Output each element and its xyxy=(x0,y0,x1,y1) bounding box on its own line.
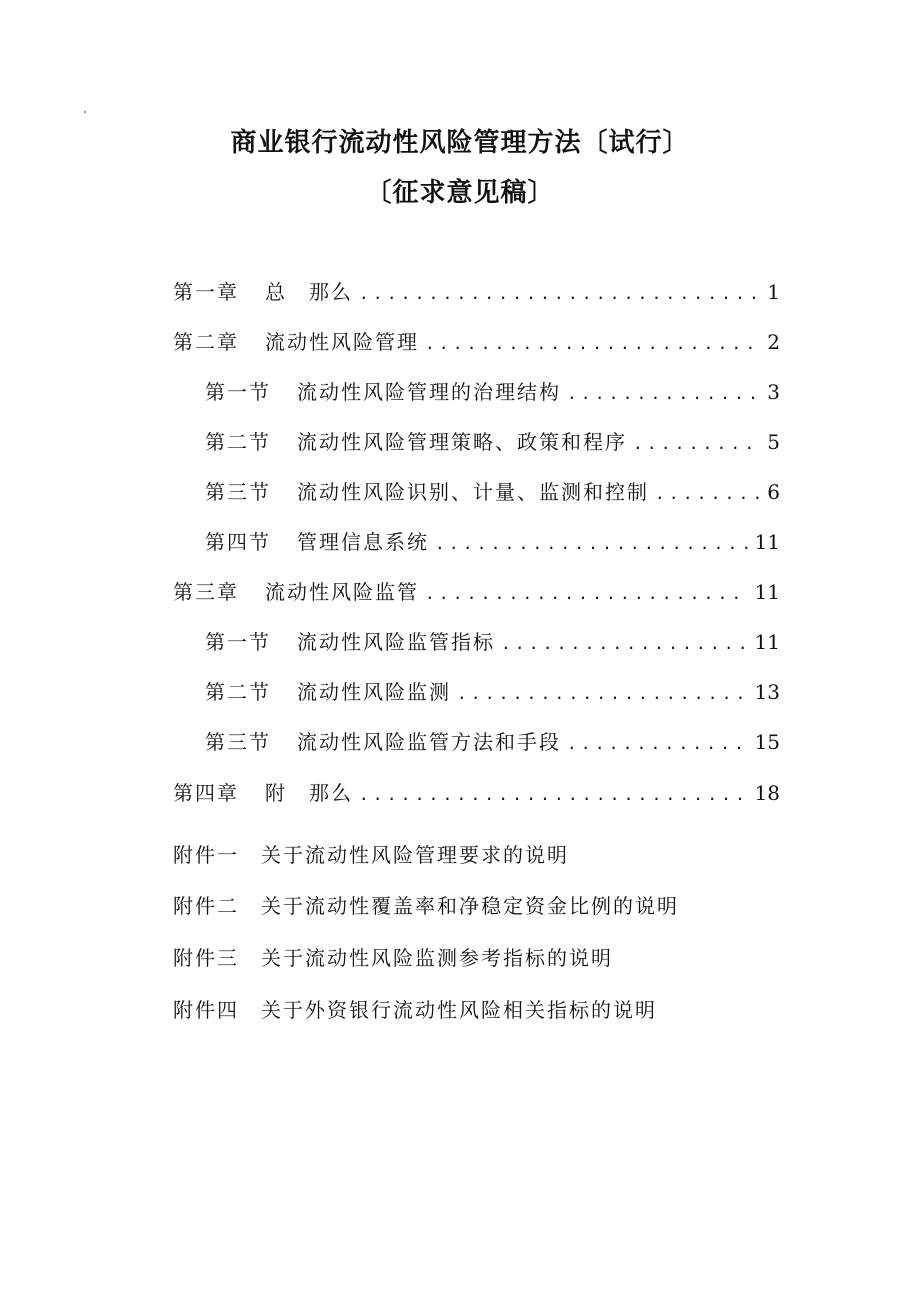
toc-entry-title: 流动性风险监管 xyxy=(265,580,419,604)
toc-entry-chapter-1[interactable] xyxy=(173,278,780,306)
toc-leader-dots xyxy=(435,530,749,558)
toc-entry-number: 第二章 xyxy=(173,330,239,354)
toc-entry-chapter-2[interactable] xyxy=(173,328,780,356)
toc-entry-title: 总 那么 xyxy=(265,280,353,304)
toc-entry-number: 第三节 xyxy=(205,480,271,504)
toc-entry-title: 流动性风险监管方法和手段 xyxy=(297,730,561,754)
toc-entry-page: 5 xyxy=(767,430,780,454)
toc-entry-page: 6 xyxy=(767,480,780,504)
attachment-title: 关于外资银行流动性风险相关指标的说明 xyxy=(261,998,657,1022)
attachment-number: 附件四 xyxy=(173,998,239,1022)
toc-entry-number: 第一章 xyxy=(173,280,239,304)
attachment-number: 附件二 xyxy=(173,894,239,918)
toc-entry-number: 第三章 xyxy=(173,580,239,604)
toc-entry-number: 第四节 xyxy=(205,530,271,554)
toc-entry-section-3-3[interactable] xyxy=(205,728,780,756)
toc-entry-title: 流动性风险管理 xyxy=(265,330,419,354)
toc-leader-dots xyxy=(425,330,761,358)
toc-leader-dots xyxy=(425,580,749,608)
attachment-4[interactable] xyxy=(173,996,657,1024)
toc-entry-number: 第二节 xyxy=(205,430,271,454)
toc-entry-section-2-4[interactable] xyxy=(205,528,780,556)
toc-leader-dots xyxy=(359,781,749,809)
toc-leader-dots xyxy=(457,680,749,708)
toc-entry-chapter-4[interactable] xyxy=(173,779,780,807)
toc-entry-page: 1 xyxy=(767,280,780,304)
toc-entry-title: 附 那么 xyxy=(265,781,353,805)
toc-entry-page: 15 xyxy=(754,730,780,754)
toc-leader-dots xyxy=(359,280,761,308)
toc-entry-title: 流动性风险管理的治理结构 xyxy=(297,380,561,404)
toc-entry-section-2-2[interactable] xyxy=(205,428,780,456)
toc-leader-dots xyxy=(567,380,761,408)
attachment-title: 关于流动性覆盖率和净稳定资金比例的说明 xyxy=(261,894,679,918)
toc-entry-page: 13 xyxy=(754,680,780,704)
toc-leader-dots xyxy=(501,630,749,658)
toc-entry-title: 管理信息系统 xyxy=(297,530,429,554)
toc-leader-dots xyxy=(633,430,761,458)
document-subtitle: 〔征求意见稿〕 xyxy=(365,178,555,208)
toc-entry-title: 流动性风险监测 xyxy=(297,680,451,704)
toc-entry-section-2-3[interactable] xyxy=(205,478,780,506)
toc-entry-title: 流动性风险监管指标 xyxy=(297,630,495,654)
toc-entry-page: 18 xyxy=(754,781,780,805)
toc-entry-title: 流动性风险管理策略、政策和程序 xyxy=(297,430,627,454)
attachment-2[interactable] xyxy=(173,892,679,920)
attachment-title: 关于流动性风险监测参考指标的说明 xyxy=(261,946,613,970)
attachment-title: 关于流动性风险管理要求的说明 xyxy=(261,843,569,867)
toc-entry-page: 11 xyxy=(754,630,780,654)
toc-leader-dots xyxy=(567,730,749,758)
toc-entry-number: 第一节 xyxy=(205,630,271,654)
toc-entry-page: 11 xyxy=(754,530,780,554)
attachment-1[interactable] xyxy=(173,841,569,869)
toc-entry-number: 第二节 xyxy=(205,680,271,704)
toc-entry-page: 3 xyxy=(767,380,780,404)
toc-entry-section-3-1[interactable] xyxy=(205,628,780,656)
toc-entry-page: 2 xyxy=(767,330,780,354)
toc-entry-section-2-1[interactable] xyxy=(205,378,780,406)
attachment-3[interactable] xyxy=(173,944,613,972)
document-title: 商业银行流动性风险管理方法〔试行〕 xyxy=(230,128,690,158)
toc-leader-dots xyxy=(655,480,761,508)
toc-entry-title: 流动性风险识别、计量、监测和控制 xyxy=(297,480,649,504)
toc-entry-chapter-3[interactable] xyxy=(173,578,780,606)
toc-entry-page: 11 xyxy=(754,580,780,604)
toc-entry-number: 第三节 xyxy=(205,730,271,754)
toc-entry-number: 第四章 xyxy=(173,781,239,805)
attachment-number: 附件一 xyxy=(173,843,239,867)
toc-entry-number: 第一节 xyxy=(205,380,271,404)
toc-entry-section-3-2[interactable] xyxy=(205,678,780,706)
attachment-number: 附件三 xyxy=(173,946,239,970)
